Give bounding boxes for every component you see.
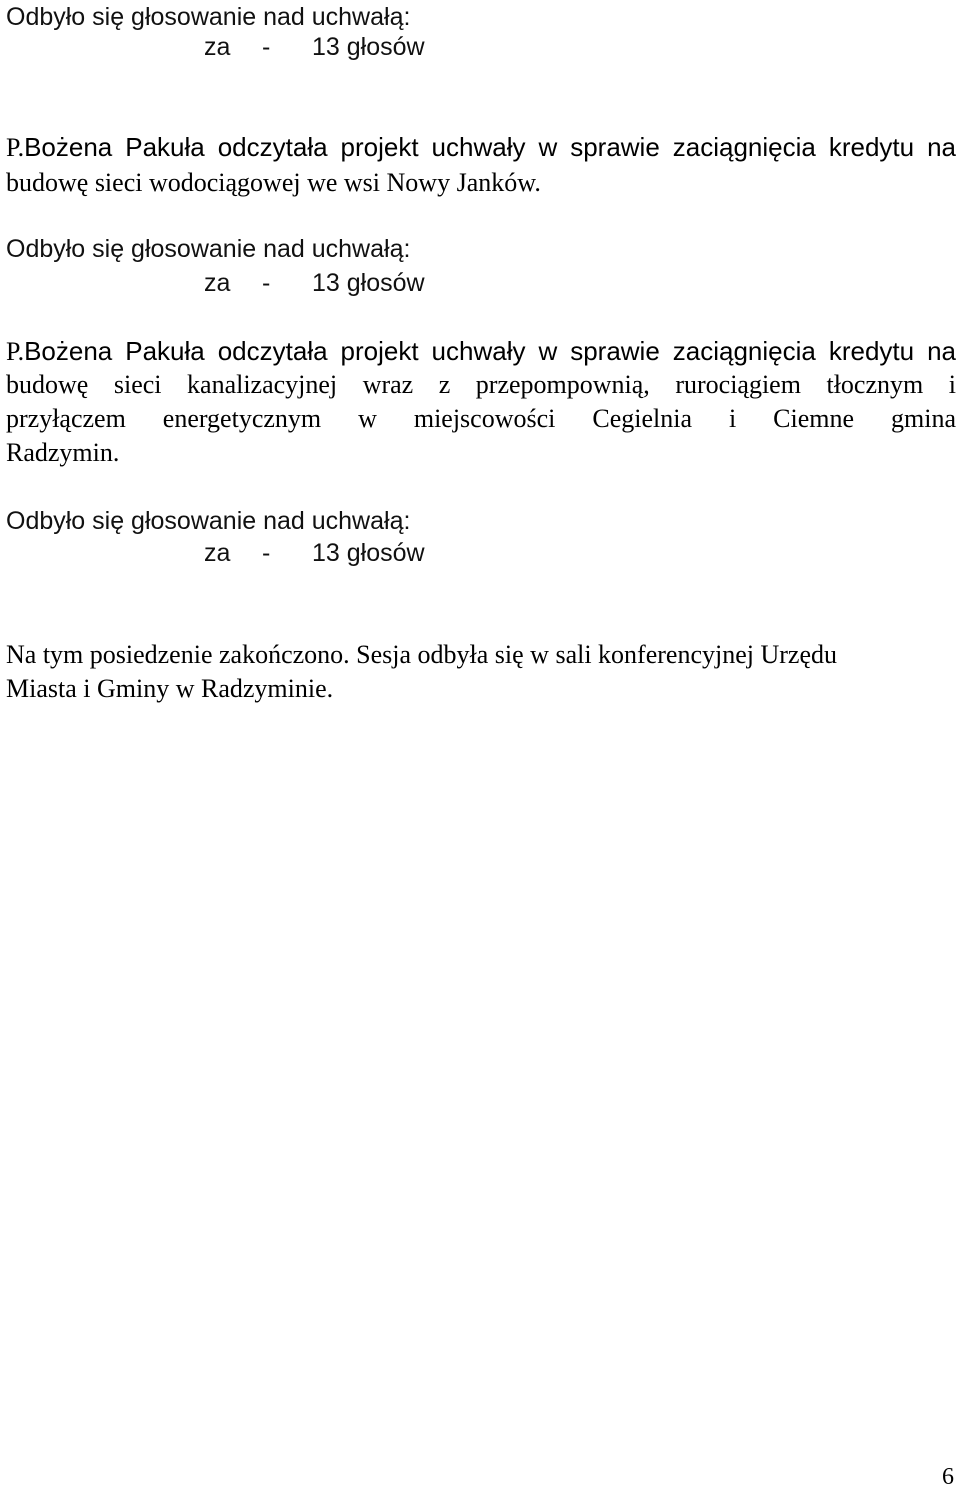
vote-intro-1: Odbyło się głosowanie nad uchwałą: [6, 3, 411, 31]
vote-label: za [204, 539, 231, 567]
vote-result-3 [204, 536, 425, 570]
resolution-1-line-2: budowę sieci wodociągowej we wsi Nowy Janków. [6, 168, 541, 197]
vote-intro-3: Odbyło się głosowanie nad uchwałą: [6, 507, 411, 535]
vote-intro-2: Odbyło się głosowanie nad uchwałą: [6, 235, 411, 263]
closing-line-2: Miasta i Gminy w Radzyminie. [6, 674, 334, 703]
resolution-2-line-2: budowę sieci kanalizacyjnej wraz z przepompownią, rurociągiem tłocznym i [6, 370, 956, 399]
vote-count: 13 głosów [312, 539, 425, 567]
vote-dash: - [262, 539, 271, 567]
page-number: 6 [942, 1464, 954, 1490]
vote-label: za [204, 269, 231, 297]
vote-count: 13 głosów [312, 269, 425, 297]
resolution-1-line-1 [6, 130, 956, 165]
resolution-2-line-1 [6, 334, 956, 369]
resolution-2-line-3: przyłączem energetycznym w miejscowości Cegielnia i Ciemne gmina [6, 404, 956, 433]
vote-count: 13 głosów [312, 33, 425, 61]
resolution-2-line-4: Radzymin. [6, 438, 120, 467]
resolution-2-text: Bożena Pakuła odczytała projekt uchwały w sprawie zaciągnięcia kredytu na [24, 336, 956, 366]
vote-result-1 [204, 30, 425, 64]
resolution-1-text: Bożena Pakuła odczytała projekt uchwały w sprawie zaciągnięcia kredytu na [24, 132, 956, 162]
resolution-2-prefix: P. [6, 337, 25, 366]
closing-line-1: Na tym posiedzenie zakończono. Sesja odbyła się w sali konferencyjnej Urzędu [6, 640, 837, 669]
vote-dash: - [262, 269, 271, 297]
vote-label: za [204, 33, 231, 61]
resolution-1-prefix: P. [6, 133, 25, 162]
vote-dash: - [262, 33, 271, 61]
vote-result-2 [204, 266, 425, 300]
